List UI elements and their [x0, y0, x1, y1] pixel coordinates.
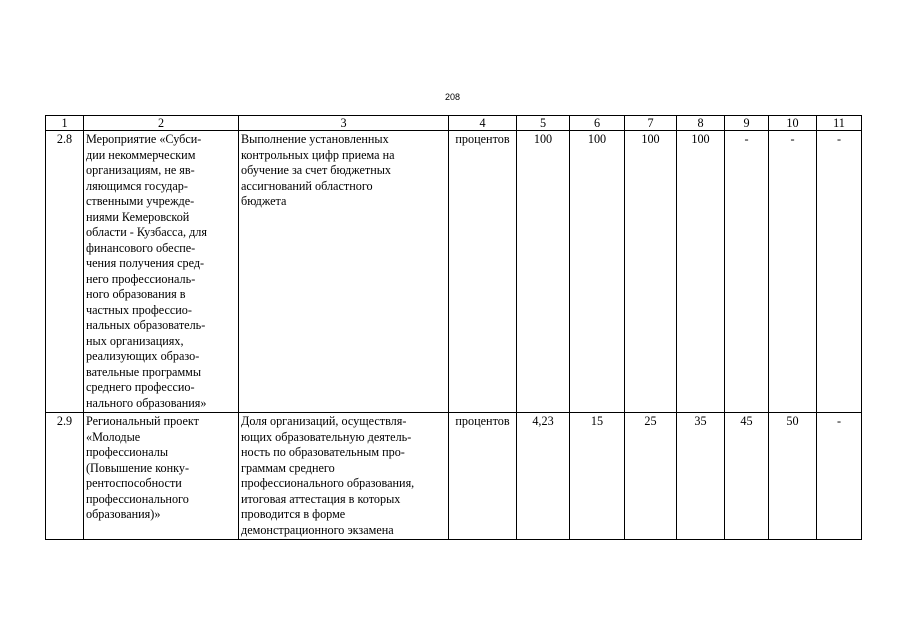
column-header: 8: [677, 116, 725, 131]
text-line: образования)»: [86, 507, 161, 521]
text-line: него профессиональ-: [86, 271, 196, 286]
value-col-11: -: [817, 131, 862, 413]
column-header: 3: [239, 116, 449, 131]
column-number-row: [46, 116, 862, 131]
text-line: ляющимся государ-: [86, 178, 188, 193]
table-row: [46, 131, 862, 413]
text-line: нального образования»: [86, 395, 207, 410]
column-header: 2: [84, 116, 239, 131]
value-col-7: 100: [625, 131, 677, 413]
column-header: 11: [817, 116, 862, 131]
value-col-5: 100: [517, 131, 570, 413]
column-header: 7: [625, 116, 677, 131]
text-line: Доля организаций, осуществля-: [241, 414, 407, 428]
text-line: профессионального образования,: [241, 476, 415, 490]
column-header: 6: [570, 116, 625, 131]
text-line: Мероприятие «Субси-: [86, 132, 202, 146]
text-line: рентоспособности: [86, 476, 182, 490]
text-line: профессионалы: [86, 445, 169, 459]
column-header: 1: [46, 116, 84, 131]
column-header: 5: [517, 116, 570, 131]
indicator-name: [239, 131, 449, 413]
text-line: демонстрационного экзамена: [241, 522, 394, 537]
text-line: частных профессио-: [86, 302, 192, 317]
text-line: среднего профессио-: [86, 380, 195, 394]
value-col-8: 100: [677, 131, 725, 413]
unit: процентов: [449, 413, 517, 540]
text-line: обучение за счет бюджетных: [241, 163, 391, 177]
text-line: «Молодые: [86, 429, 141, 444]
value-col-10: -: [769, 131, 817, 413]
text-line: проводится в форме: [241, 507, 346, 521]
value-col-9: 45: [725, 413, 769, 540]
text-line: ного образования в: [86, 287, 186, 301]
indicators-table: [45, 115, 862, 540]
value-col-6: 100: [570, 131, 625, 413]
unit: процентов: [449, 131, 517, 413]
value-col-9: -: [725, 131, 769, 413]
text-line: ассигнований областного: [241, 178, 373, 193]
text-line: финансового обеспе-: [86, 240, 196, 255]
table-row: [46, 413, 862, 540]
text-line: нальных образователь-: [86, 318, 206, 332]
text-line: ность по образовательным про-: [241, 445, 405, 459]
text-line: граммам среднего: [241, 460, 335, 475]
text-line: вательные программы: [86, 364, 202, 379]
text-line: ниями Кемеровской: [86, 209, 190, 224]
text-line: бюджета: [241, 194, 287, 208]
measure-name: [84, 413, 239, 540]
text-line: реализующих образо-: [86, 349, 200, 363]
value-col-11: -: [817, 413, 862, 540]
column-header: 10: [769, 116, 817, 131]
text-line: итоговая аттестация в которых: [241, 491, 401, 506]
indicator-name: [239, 413, 449, 540]
value-col-6: 15: [570, 413, 625, 540]
text-line: чения получения сред-: [86, 256, 205, 270]
text-line: ственными учрежде-: [86, 194, 195, 208]
value-col-5: 4,23: [517, 413, 570, 540]
text-line: ющих образовательную деятель-: [241, 429, 412, 444]
page-number: 208: [444, 92, 461, 102]
text-line: области - Кузбасса, для: [86, 225, 207, 239]
text-line: Выполнение установленных: [241, 132, 389, 146]
row-id: 2.8: [46, 131, 84, 413]
text-line: профессионального: [86, 491, 189, 506]
text-line: Региональный проект: [86, 414, 199, 428]
text-line: ных организациях,: [86, 333, 184, 348]
column-header: 9: [725, 116, 769, 131]
text-line: контрольных цифр приема на: [241, 147, 395, 162]
value-col-8: 35: [677, 413, 725, 540]
row-id: 2.9: [46, 413, 84, 540]
text-line: дии некоммерческим: [86, 147, 196, 162]
text-line: (Повышение конку-: [86, 460, 190, 475]
column-header: 4: [449, 116, 517, 131]
text-line: организациям, не яв-: [86, 163, 195, 177]
measure-name: [84, 131, 239, 413]
value-col-7: 25: [625, 413, 677, 540]
value-col-10: 50: [769, 413, 817, 540]
